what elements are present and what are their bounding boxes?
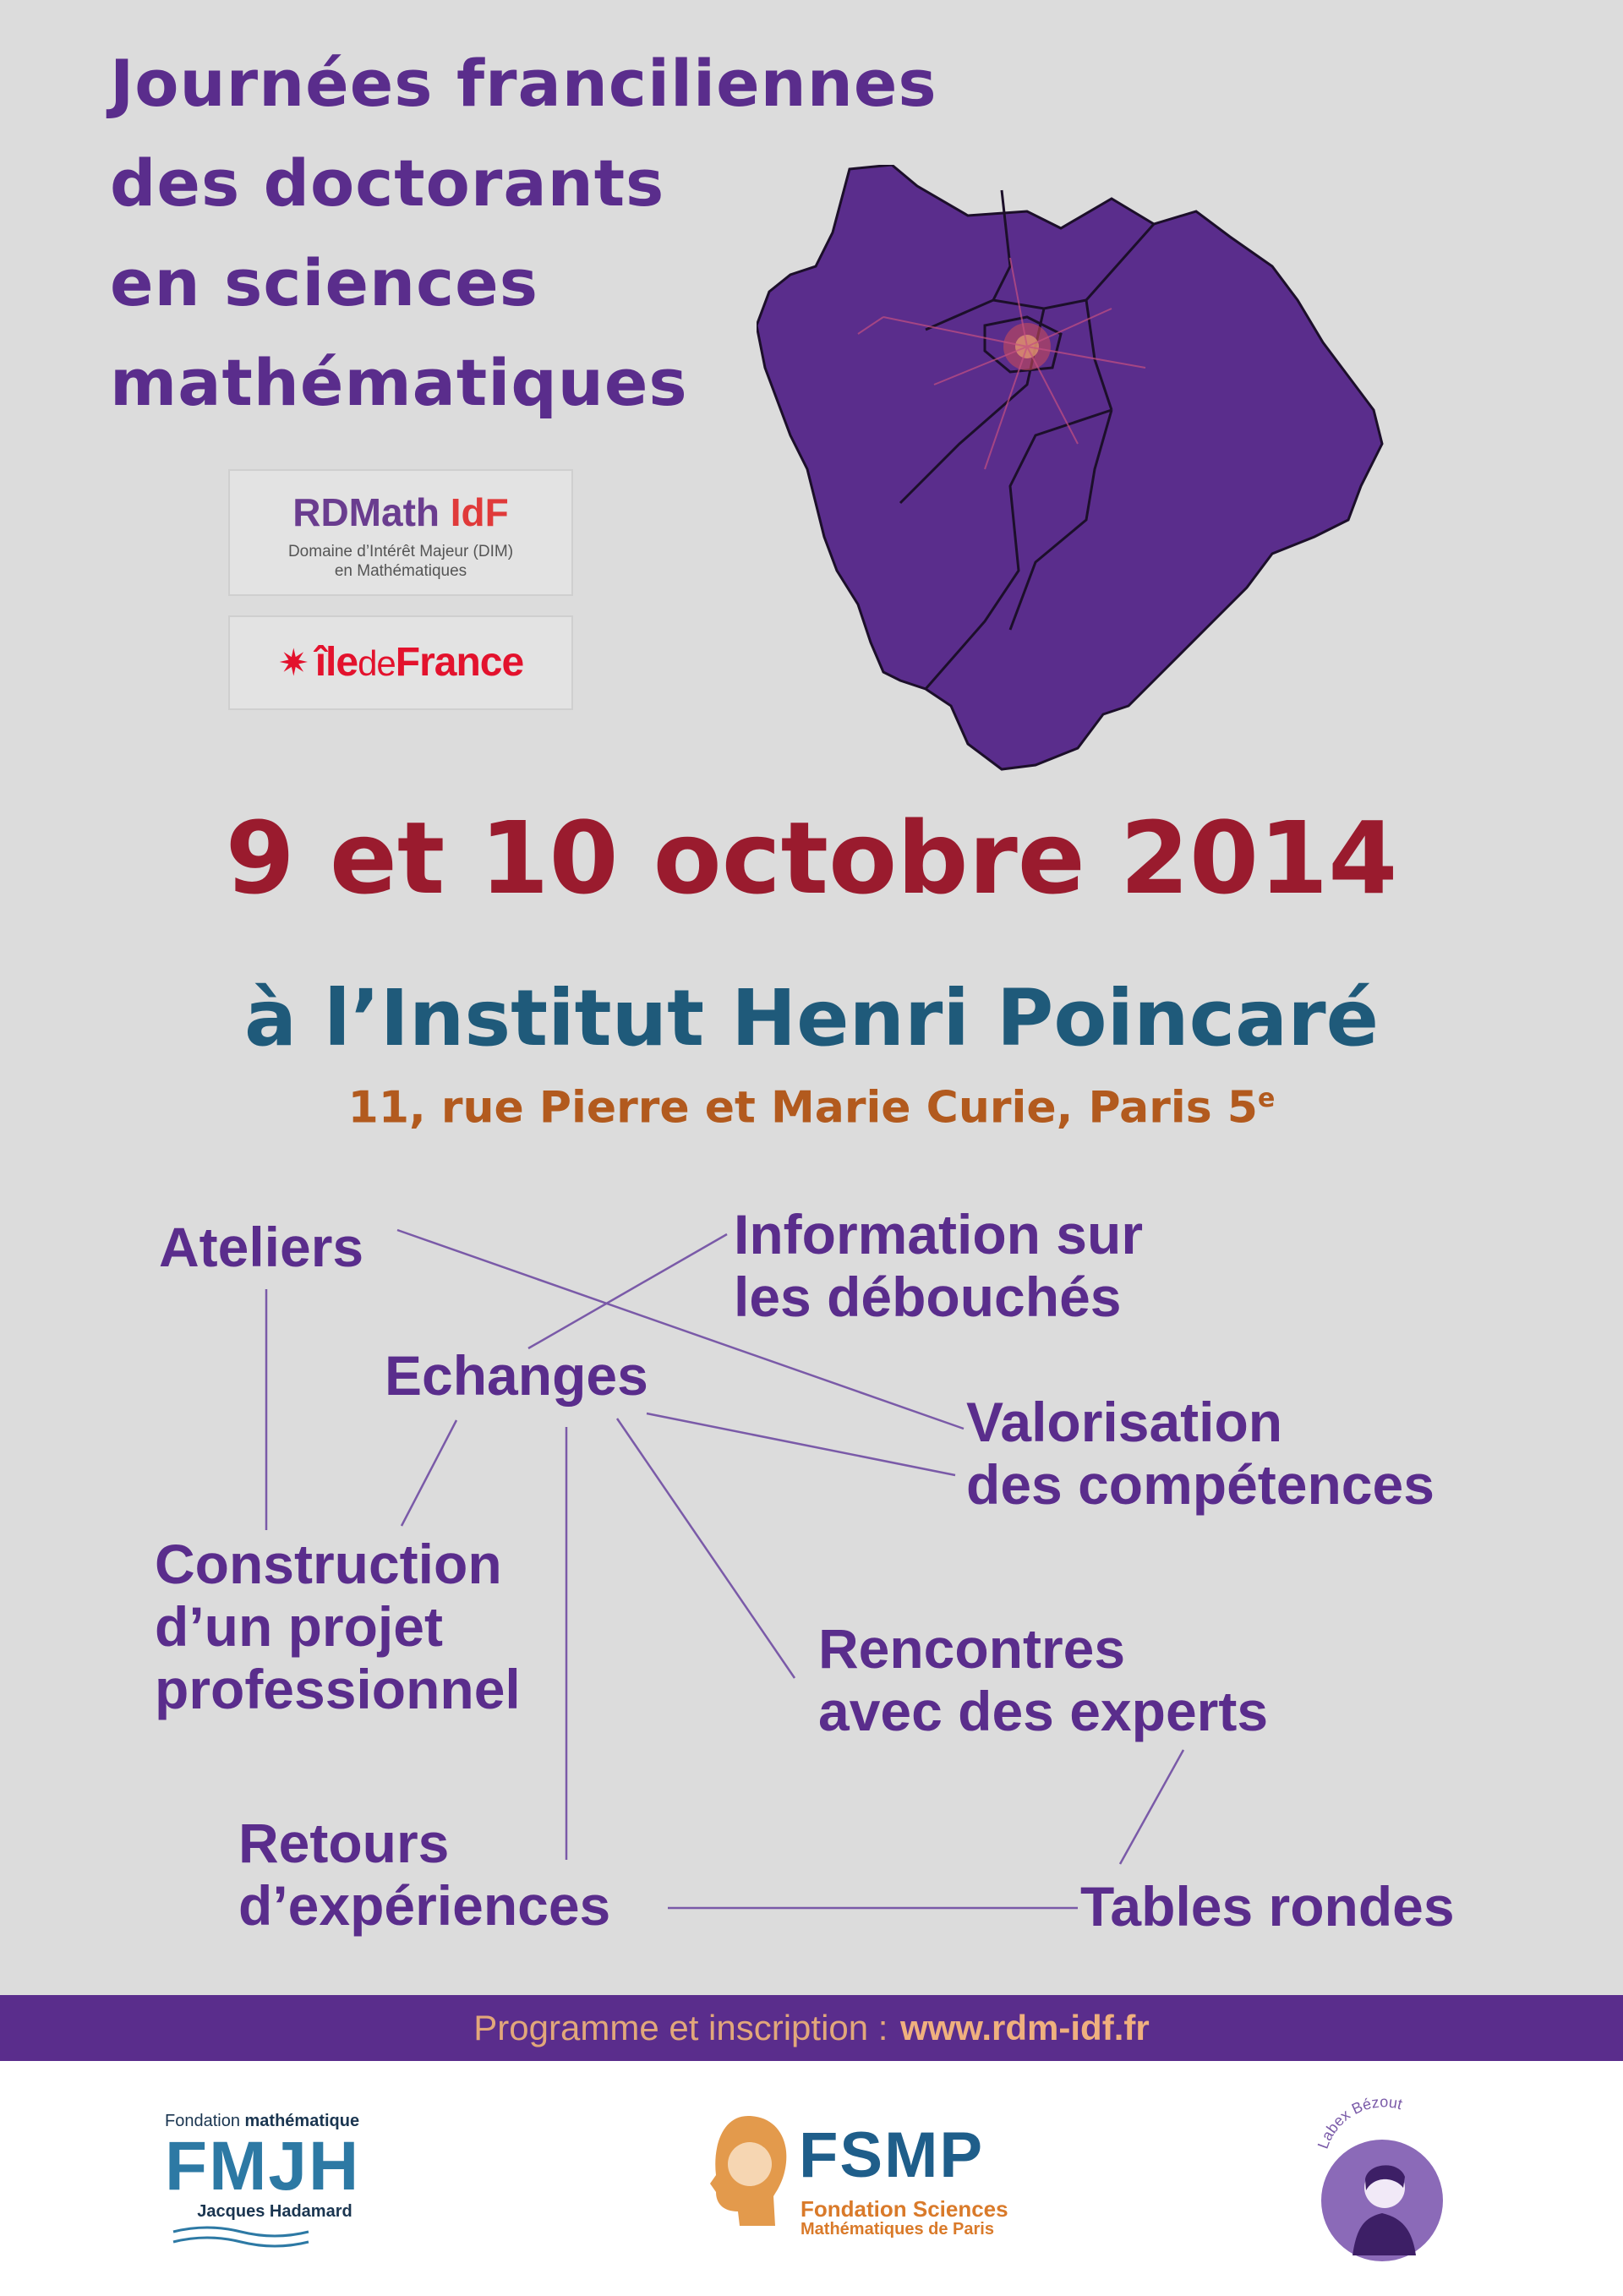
rdmath-name-accent: IdF: [450, 490, 509, 534]
title-line-4: mathématiques: [110, 345, 688, 420]
topic-information: [734, 1203, 1143, 1328]
event-date: 9 et 10 octobre 2014: [225, 800, 1398, 916]
idf-star-icon: ✷: [277, 642, 309, 684]
fmjh-wave-icon: [165, 2222, 385, 2255]
link-rencontres-tables: [1120, 1750, 1183, 1864]
link-echanges-construction: [402, 1420, 456, 1526]
fsmp-name: FSMP: [799, 2119, 985, 2191]
link-echanges-rencontres: [617, 1419, 795, 1678]
rdmath-sub-line-1: Domaine d’Intérêt Majeur (DIM): [287, 543, 514, 560]
idf-de: de: [358, 643, 396, 683]
topic-information-line-1: Information sur: [734, 1203, 1144, 1266]
topic-echanges: Echanges: [385, 1344, 648, 1407]
title-line-1: Journées franciliennes: [110, 46, 937, 121]
registration-link[interactable]: www.rdm-idf.fr: [899, 2008, 1150, 2047]
topic-valorisation-line-1: Valorisation: [966, 1391, 1283, 1453]
link-echanges-information: [528, 1234, 727, 1348]
topic-construction-line-1: Construction: [155, 1533, 502, 1595]
fsmp-subtitle-1: Fondation Sciences: [801, 2196, 1008, 2222]
topic-tables-rondes: Tables rondes: [1080, 1875, 1455, 1938]
topic-construction-line-2: d’un projet: [155, 1595, 443, 1658]
idf-ile: île: [314, 640, 358, 685]
topic-valorisation: [966, 1391, 1434, 1516]
link-echanges-valorisation: [647, 1413, 955, 1475]
fmjh-bottom-label: Jacques Hadamard: [197, 2202, 352, 2221]
topic-retours: [238, 1812, 610, 1937]
event-venue: à l’Institut Henri Poincaré: [244, 973, 1379, 1063]
fmjh-logo: [165, 2112, 402, 2260]
rdmath-sub-line-2: en Mathématiques: [334, 562, 467, 580]
topic-information-line-2: les débouchés: [734, 1266, 1122, 1328]
address-superscript: e: [1257, 1084, 1276, 1113]
title-line-2: des doctorants: [110, 145, 665, 221]
topic-construction-line-3: professionnel: [155, 1658, 521, 1720]
fmjh-top-light: Fondation: [165, 2112, 245, 2130]
topic-retours-line-2: d’expériences: [238, 1874, 611, 1937]
topic-ateliers: Ateliers: [159, 1216, 364, 1278]
topic-valorisation-line-2: des compétences: [966, 1453, 1434, 1516]
labex-bezout-logo: [1293, 2082, 1462, 2268]
fmjh-name: FMJH: [165, 2128, 361, 2205]
footer-logos: [0, 2061, 1623, 2296]
topic-rencontres: [818, 1617, 1268, 1742]
address-text: 11, rue Pierre et Marie Curie, Paris 5: [347, 1082, 1258, 1134]
fsmp-subtitle-2: Mathématiques de Paris: [801, 2220, 994, 2239]
idf-france: France: [395, 640, 524, 685]
fsmp-head-icon: [706, 2112, 790, 2230]
rdmath-name-main: RDMath: [292, 490, 451, 534]
topic-rencontres-line-2: avec des experts: [818, 1680, 1269, 1742]
bezout-label: Labex Bézout: [1314, 2093, 1405, 2151]
registration-banner: [0, 1995, 1623, 2061]
topic-construction: [155, 1533, 521, 1720]
fmjh-top-bold: mathématique: [244, 2112, 360, 2130]
topic-retours-line-1: Retours: [238, 1812, 450, 1874]
title-line-3: en sciences: [110, 245, 538, 320]
topic-rencontres-line-1: Rencontres: [818, 1617, 1126, 1680]
banner-label: Programme et inscription :: [473, 2008, 888, 2047]
